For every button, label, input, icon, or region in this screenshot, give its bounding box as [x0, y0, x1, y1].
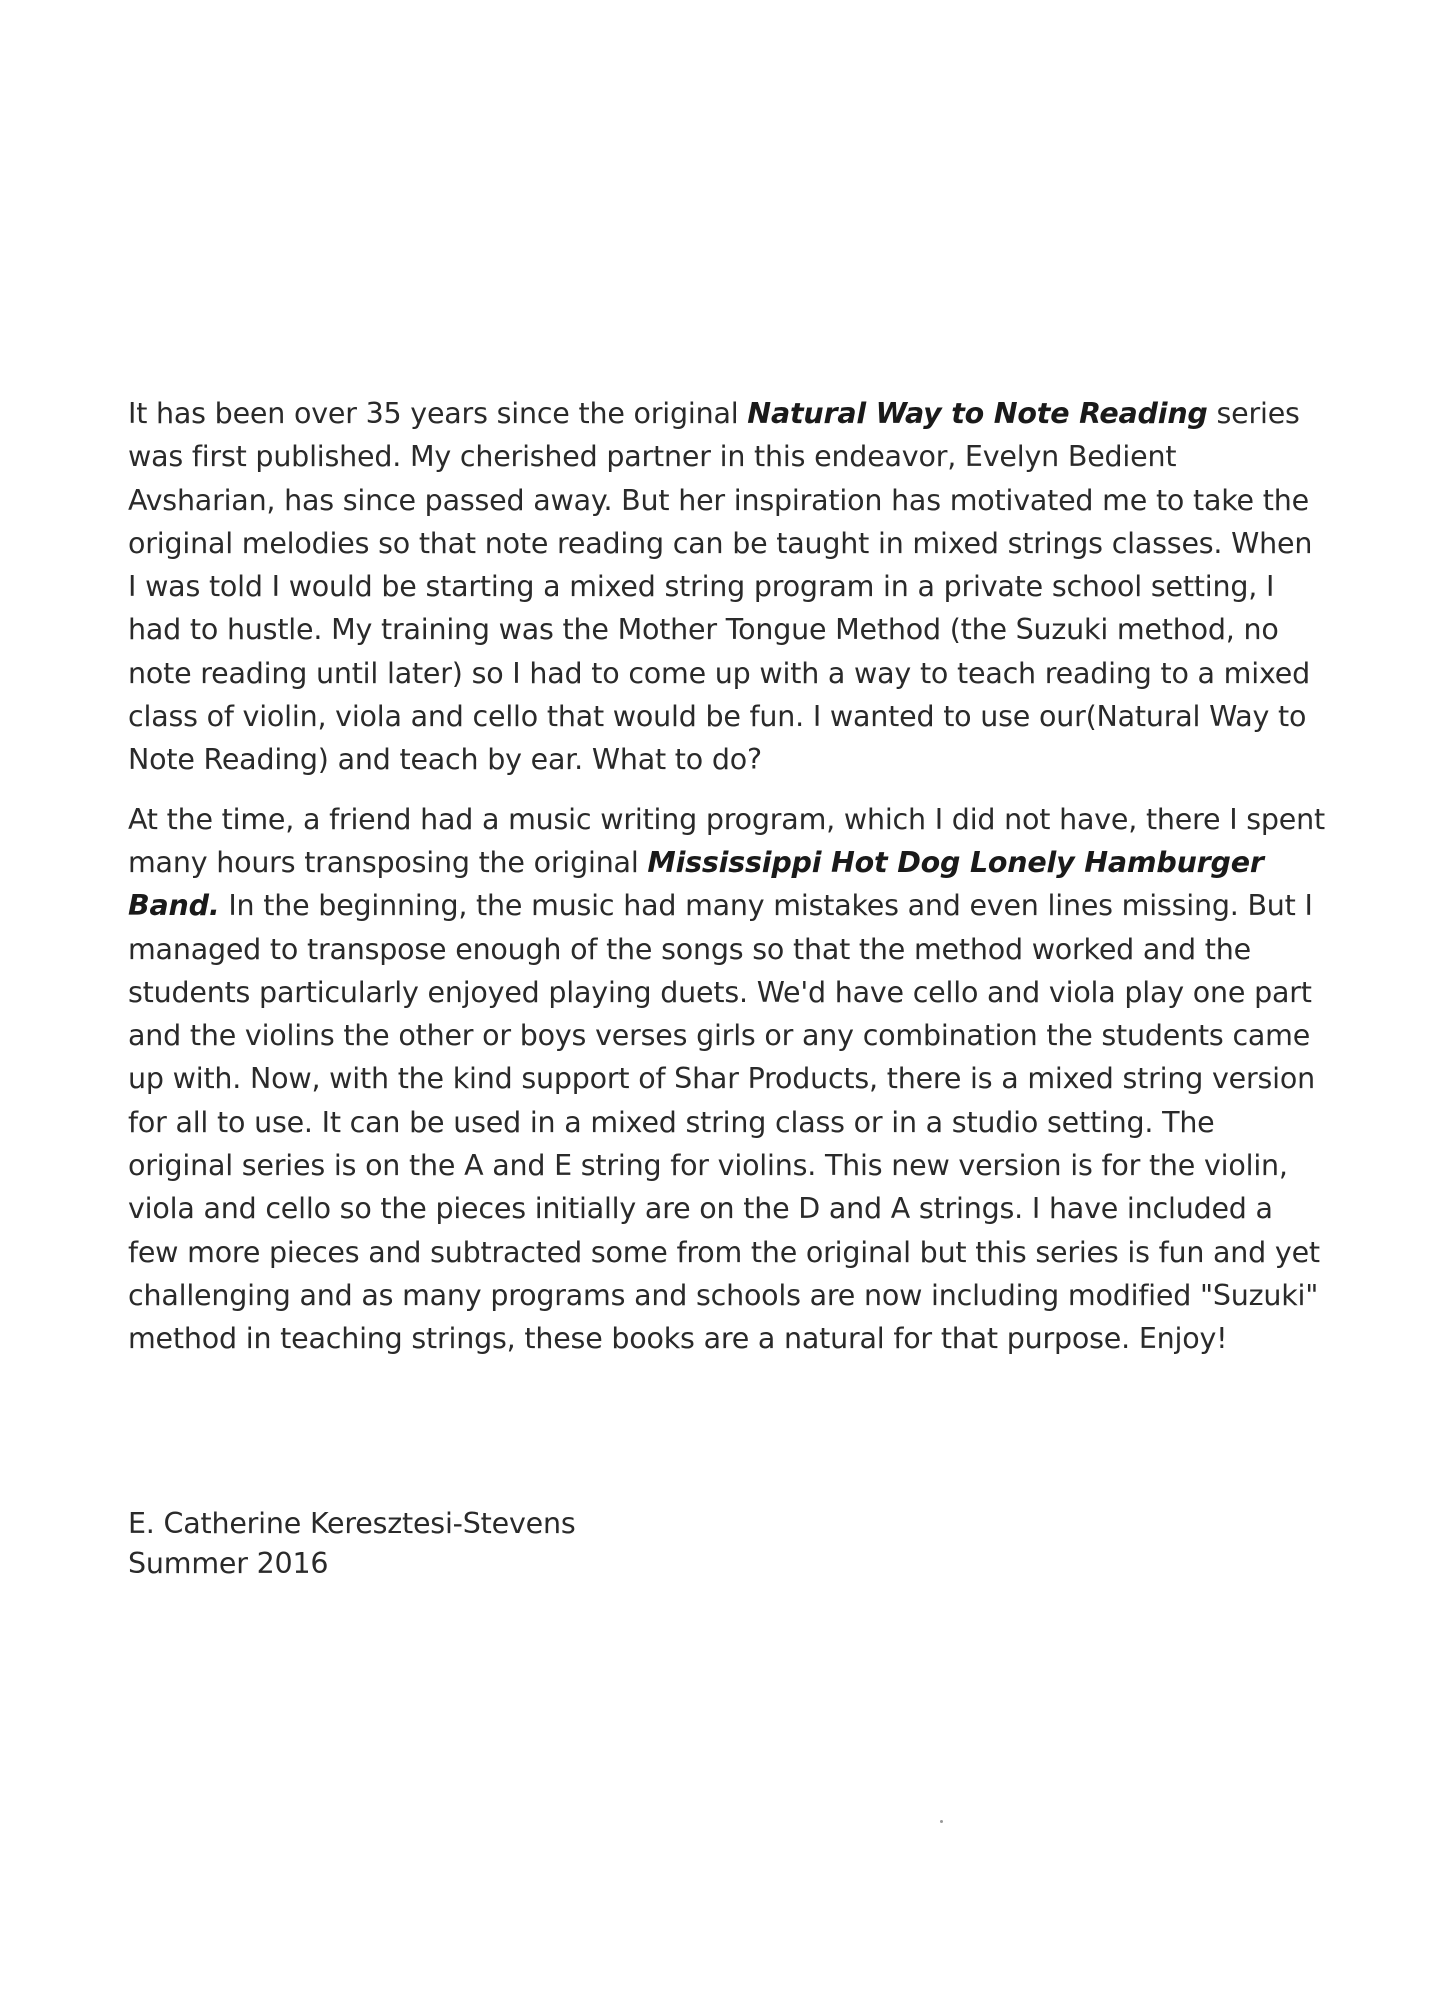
signature-block: [128, 1504, 575, 1584]
series-title-natural-way: Natural Way to Note Reading: [747, 397, 1208, 430]
series-title-mississippi: Mississippi Hot Dog Lonely Hamburger Band.: [128, 845, 1264, 923]
paragraph-2-text-a: At the time, a friend had a music writing program, which I did not have, there I spent many hours transposing the original: [128, 802, 1325, 879]
paragraph-1-text-a: It has been over 35 years since the original: [128, 397, 748, 430]
paragraph-2-text-b: In the beginning, the music had many mistakes and even lines missing. But I managed to transpose enough of the songs so that the method worked and the students particularly enjoyed playing duets. We'd have cello and viola play one part and the violins the other or boys verses girls or any combination the students came up with. Now, with the kind support of Shar Products, there is a mixed string version for all to use. It can be used in a mixed string class or in a studio setting. The original series is on the A and E string for violins. This new version is for the violin, viola and cello so the pieces initially are on the D and A strings. I have included a few more pieces and subtracted some from the original but this series is fun and yet challenging and as many programs and schools are now including modified "Suzuki" method in teaching strings, these books are a natural for that purpose. Enjoy!: [128, 889, 1320, 1356]
paragraph-1: [128, 392, 1328, 782]
paragraph-2: [128, 798, 1328, 1361]
signature-date: Summer 2016: [128, 1547, 329, 1580]
author-name: E. Catherine Keresztesi-Stevens: [128, 1507, 576, 1540]
scan-speck: [940, 1820, 943, 1823]
paragraph-1-text-b: series was first published. My cherished partner in this endeavor, Evelyn Bedient Avsharian, has since passed away. But her inspiration has motivated me to take the original melodies so that note reading can be taught in mixed strings classes. When I was told I would be starting a mixed string program in a private school setting, I had to hustle. My training was the Mother Tongue Method (the Suzuki method, no note reading until later) so I had to come up with a way to teach reading to a mixed class of violin, viola and cello that would be fun. I wanted to use our(Natural Way to Note Reading) and teach by ear. What to do?: [128, 397, 1313, 777]
preface-body: [128, 392, 1328, 1361]
